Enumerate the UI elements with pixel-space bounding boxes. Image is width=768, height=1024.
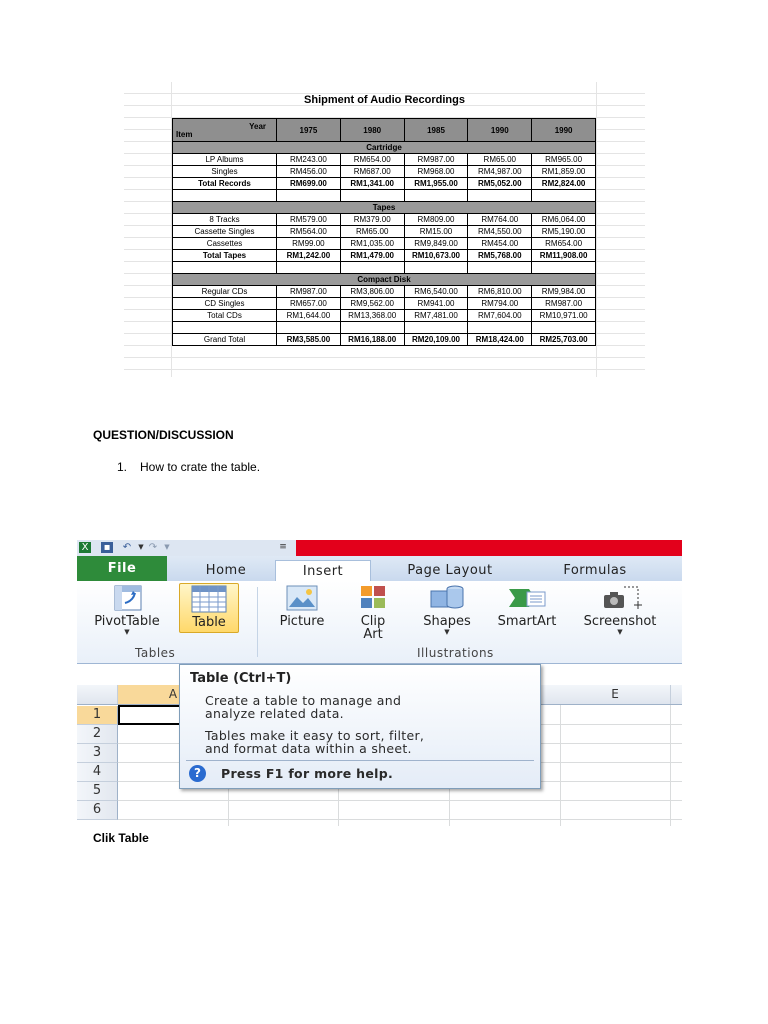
row-value: RM764.00 [468, 214, 532, 226]
row-value: RM965.00 [532, 154, 596, 166]
row-header-4[interactable]: 4 [77, 763, 118, 782]
grid-line [670, 705, 671, 826]
shapes-button[interactable] [411, 583, 483, 636]
row-value: RM1,479.00 [340, 250, 404, 262]
tables-group-label: Tables [135, 646, 176, 660]
grand-total-value: RM25,703.00 [532, 334, 596, 346]
blank-cell [468, 190, 532, 202]
question-item [117, 460, 260, 474]
table-label: Table [192, 615, 226, 630]
row-value: RM10,971.00 [532, 310, 596, 322]
year-header: 1990 [532, 119, 596, 142]
excel-screenshot [77, 540, 682, 826]
screenshot-dropdown-icon: ▼ [617, 628, 623, 636]
row-value: RM6,540.00 [404, 286, 468, 298]
row-value: RM987.00 [532, 298, 596, 310]
row-header-6[interactable]: 6 [77, 801, 118, 820]
caption: Clik Table [93, 831, 149, 845]
title-bar [296, 540, 682, 556]
tooltip-title: Table (Ctrl+T) [190, 671, 292, 686]
blank-cell [277, 190, 341, 202]
row-value: RM5,052.00 [468, 178, 532, 190]
row-value: RM1,242.00 [277, 250, 341, 262]
row-label: CD Singles [173, 298, 277, 310]
smartart-icon [505, 583, 549, 613]
tooltip-line: analyze related data. [205, 706, 344, 721]
help-text: Press F1 for more help. [221, 766, 394, 781]
clipart-button[interactable] [343, 583, 403, 641]
blank-row [173, 262, 596, 274]
table-tooltip [179, 664, 541, 789]
question-heading: QUESTION/DISCUSSION [93, 428, 234, 442]
shipment-table [172, 118, 596, 346]
row-value: RM5,768.00 [468, 250, 532, 262]
smartart-label: SmartArt [497, 614, 557, 629]
tab-page-layout[interactable]: Page Layout [407, 563, 493, 578]
help-icon: ? [189, 765, 206, 782]
row-label: Total CDs [173, 310, 277, 322]
clipart-label-line1: Clip [360, 614, 386, 629]
year-header: 1975 [277, 119, 341, 142]
question-text: How to crate the table. [140, 460, 261, 474]
question-number: 1. [117, 460, 128, 474]
row-value: RM654.00 [532, 238, 596, 250]
screenshot-button[interactable] [571, 583, 669, 636]
row-value: RM65.00 [340, 226, 404, 238]
section-name: Compact Disk [173, 274, 596, 286]
row-value: RM687.00 [340, 166, 404, 178]
year-header: 1980 [340, 119, 404, 142]
table-row [173, 178, 596, 190]
grand-total-value: RM18,424.00 [468, 334, 532, 346]
row-value: RM564.00 [277, 226, 341, 238]
row-label: Cassettes [173, 238, 277, 250]
tab-formulas[interactable]: Formulas [563, 563, 627, 578]
tab-file[interactable]: File [77, 556, 167, 581]
tooltip-line: and format data within a sheet. [205, 741, 412, 756]
picture-button[interactable] [269, 583, 335, 628]
blank-cell [277, 262, 341, 274]
blank-cell [173, 322, 277, 334]
redo-dropdown-icon[interactable]: ▼ [164, 543, 170, 551]
save-icon[interactable]: ▪ [101, 542, 113, 553]
row-value: RM15.00 [404, 226, 468, 238]
blank-row [173, 322, 596, 334]
tooltip-help [189, 765, 393, 782]
year-header: 1985 [404, 119, 468, 142]
tab-home[interactable]: Home [205, 563, 247, 578]
grand-total-row [173, 334, 596, 346]
shapes-label: Shapes [423, 614, 471, 629]
row-value: RM243.00 [277, 154, 341, 166]
grid-line [560, 705, 561, 826]
row-value: RM454.00 [468, 238, 532, 250]
clipart-icon [355, 583, 391, 613]
row-label: Total Tapes [173, 250, 277, 262]
section-header-row [173, 274, 596, 286]
tooltip-line: Tables make it easy to sort, filter, [205, 728, 425, 743]
row-value: RM6,810.00 [468, 286, 532, 298]
row-value: RM1,955.00 [404, 178, 468, 190]
row-value: RM657.00 [277, 298, 341, 310]
row-value: RM99.00 [277, 238, 341, 250]
table-row [173, 154, 596, 166]
table-icon [188, 584, 230, 614]
row-header-5[interactable]: 5 [77, 782, 118, 801]
row-value: RM9,984.00 [532, 286, 596, 298]
grand-total-value: RM16,188.00 [340, 334, 404, 346]
row-label: Singles [173, 166, 277, 178]
section-name: Cartridge [173, 142, 596, 154]
row-value: RM9,562.00 [340, 298, 404, 310]
row-value: RM987.00 [277, 286, 341, 298]
redo-icon[interactable]: ↷ [148, 542, 158, 553]
blank-cell [340, 262, 404, 274]
row-value: RM7,481.00 [404, 310, 468, 322]
table-row [173, 298, 596, 310]
table-header-row [173, 119, 596, 142]
row-value: RM13,368.00 [340, 310, 404, 322]
grand-total-label: Grand Total [173, 334, 277, 346]
row-value: RM379.00 [340, 214, 404, 226]
row-value: RM941.00 [404, 298, 468, 310]
row-header-2[interactable]: 2 [77, 725, 118, 744]
row-value: RM1,859.00 [532, 166, 596, 178]
row-value: RM65.00 [468, 154, 532, 166]
row-label: Cassette Singles [173, 226, 277, 238]
grid-line [118, 819, 682, 820]
blank-cell [532, 190, 596, 202]
shapes-icon [427, 583, 467, 613]
tooltip-detail [205, 729, 525, 755]
picture-icon [283, 583, 321, 613]
row-label: 8 Tracks [173, 214, 277, 226]
blank-cell [173, 190, 277, 202]
table-row [173, 226, 596, 238]
blank-cell [340, 190, 404, 202]
undo-icon[interactable]: ↶ [122, 542, 132, 553]
row-value: RM5,190.00 [532, 226, 596, 238]
group-separator [257, 587, 258, 657]
year-header: 1990 [468, 119, 532, 142]
row-value: RM456.00 [277, 166, 341, 178]
customize-toolbar-icon[interactable]: ≡ [279, 542, 287, 552]
table-row [173, 166, 596, 178]
sheet-title: Shipment of Audio Recordings [304, 94, 465, 106]
blank-cell [532, 322, 596, 334]
tooltip-separator [186, 760, 534, 761]
grand-total-value: RM20,109.00 [404, 334, 468, 346]
blank-cell [404, 262, 468, 274]
column-header-a[interactable]: A [118, 685, 229, 704]
pivottable-dropdown-icon: ▼ [124, 628, 130, 636]
ribbon-tabs [77, 556, 682, 582]
row-header-3[interactable]: 3 [77, 744, 118, 763]
quick-access-toolbar [77, 540, 682, 556]
picture-label: Picture [279, 614, 325, 629]
blank-cell [404, 190, 468, 202]
table-row [173, 310, 596, 322]
pivottable-button[interactable] [81, 583, 173, 641]
corner-cell [173, 119, 277, 142]
blank-cell [532, 262, 596, 274]
row-value: RM11,908.00 [532, 250, 596, 262]
row-value: RM3,806.00 [340, 286, 404, 298]
row-value: RM1,341.00 [340, 178, 404, 190]
row-value: RM809.00 [404, 214, 468, 226]
row-value: RM4,987.00 [468, 166, 532, 178]
section-name: Tapes [173, 202, 596, 214]
blank-cell [277, 322, 341, 334]
tooltip-line: Create a table to manage and [205, 693, 402, 708]
table-row [173, 250, 596, 262]
row-value: RM699.00 [277, 178, 341, 190]
row-label: LP Albums [173, 154, 277, 166]
blank-row [173, 190, 596, 202]
table-row [173, 286, 596, 298]
spreadsheet-image [124, 82, 645, 377]
tab-insert[interactable]: Insert [275, 560, 371, 584]
item-label: Item [176, 130, 193, 139]
row-value: RM4,550.00 [468, 226, 532, 238]
row-value: RM10,673.00 [404, 250, 468, 262]
row-value: RM794.00 [468, 298, 532, 310]
row-value: RM6,064.00 [532, 214, 596, 226]
section-header-row [173, 202, 596, 214]
year-label: Year [249, 122, 266, 131]
row-value: RM2,824.00 [532, 178, 596, 190]
row-header-1[interactable]: 1 [77, 706, 118, 725]
row-value: RM7,604.00 [468, 310, 532, 322]
select-all-corner[interactable] [77, 685, 118, 704]
row-value: RM987.00 [404, 154, 468, 166]
screenshot-label: Screenshot [583, 614, 657, 629]
blank-cell [404, 322, 468, 334]
row-value: RM9,849.00 [404, 238, 468, 250]
blank-cell [340, 322, 404, 334]
blank-cell [468, 322, 532, 334]
row-value: RM1,035.00 [340, 238, 404, 250]
excel-logo-icon: X [79, 542, 91, 553]
illustrations-group-label: Illustrations [417, 646, 494, 660]
pivottable-label: PivotTable [94, 614, 160, 629]
row-value: RM968.00 [404, 166, 468, 178]
row-label: Regular CDs [173, 286, 277, 298]
clipart-label-line2: Art [363, 627, 383, 642]
blank-cell [173, 262, 277, 274]
table-row [173, 238, 596, 250]
pivottable-icon [109, 583, 145, 613]
smartart-button[interactable] [487, 583, 567, 628]
blank-cell [468, 262, 532, 274]
table-button[interactable] [179, 583, 239, 633]
grand-total-value: RM3,585.00 [277, 334, 341, 346]
grid-line [118, 800, 682, 801]
table-row [173, 214, 596, 226]
row-value: RM579.00 [277, 214, 341, 226]
ribbon [77, 581, 682, 664]
column-header-e[interactable]: E [560, 685, 671, 704]
section-header-row [173, 142, 596, 154]
tooltip-description [205, 694, 525, 720]
shapes-dropdown-icon: ▼ [444, 628, 450, 636]
screenshot-icon [598, 583, 642, 613]
row-label: Total Records [173, 178, 277, 190]
row-value: RM1,644.00 [277, 310, 341, 322]
row-value: RM654.00 [340, 154, 404, 166]
undo-dropdown-icon[interactable]: ▼ [138, 543, 144, 551]
